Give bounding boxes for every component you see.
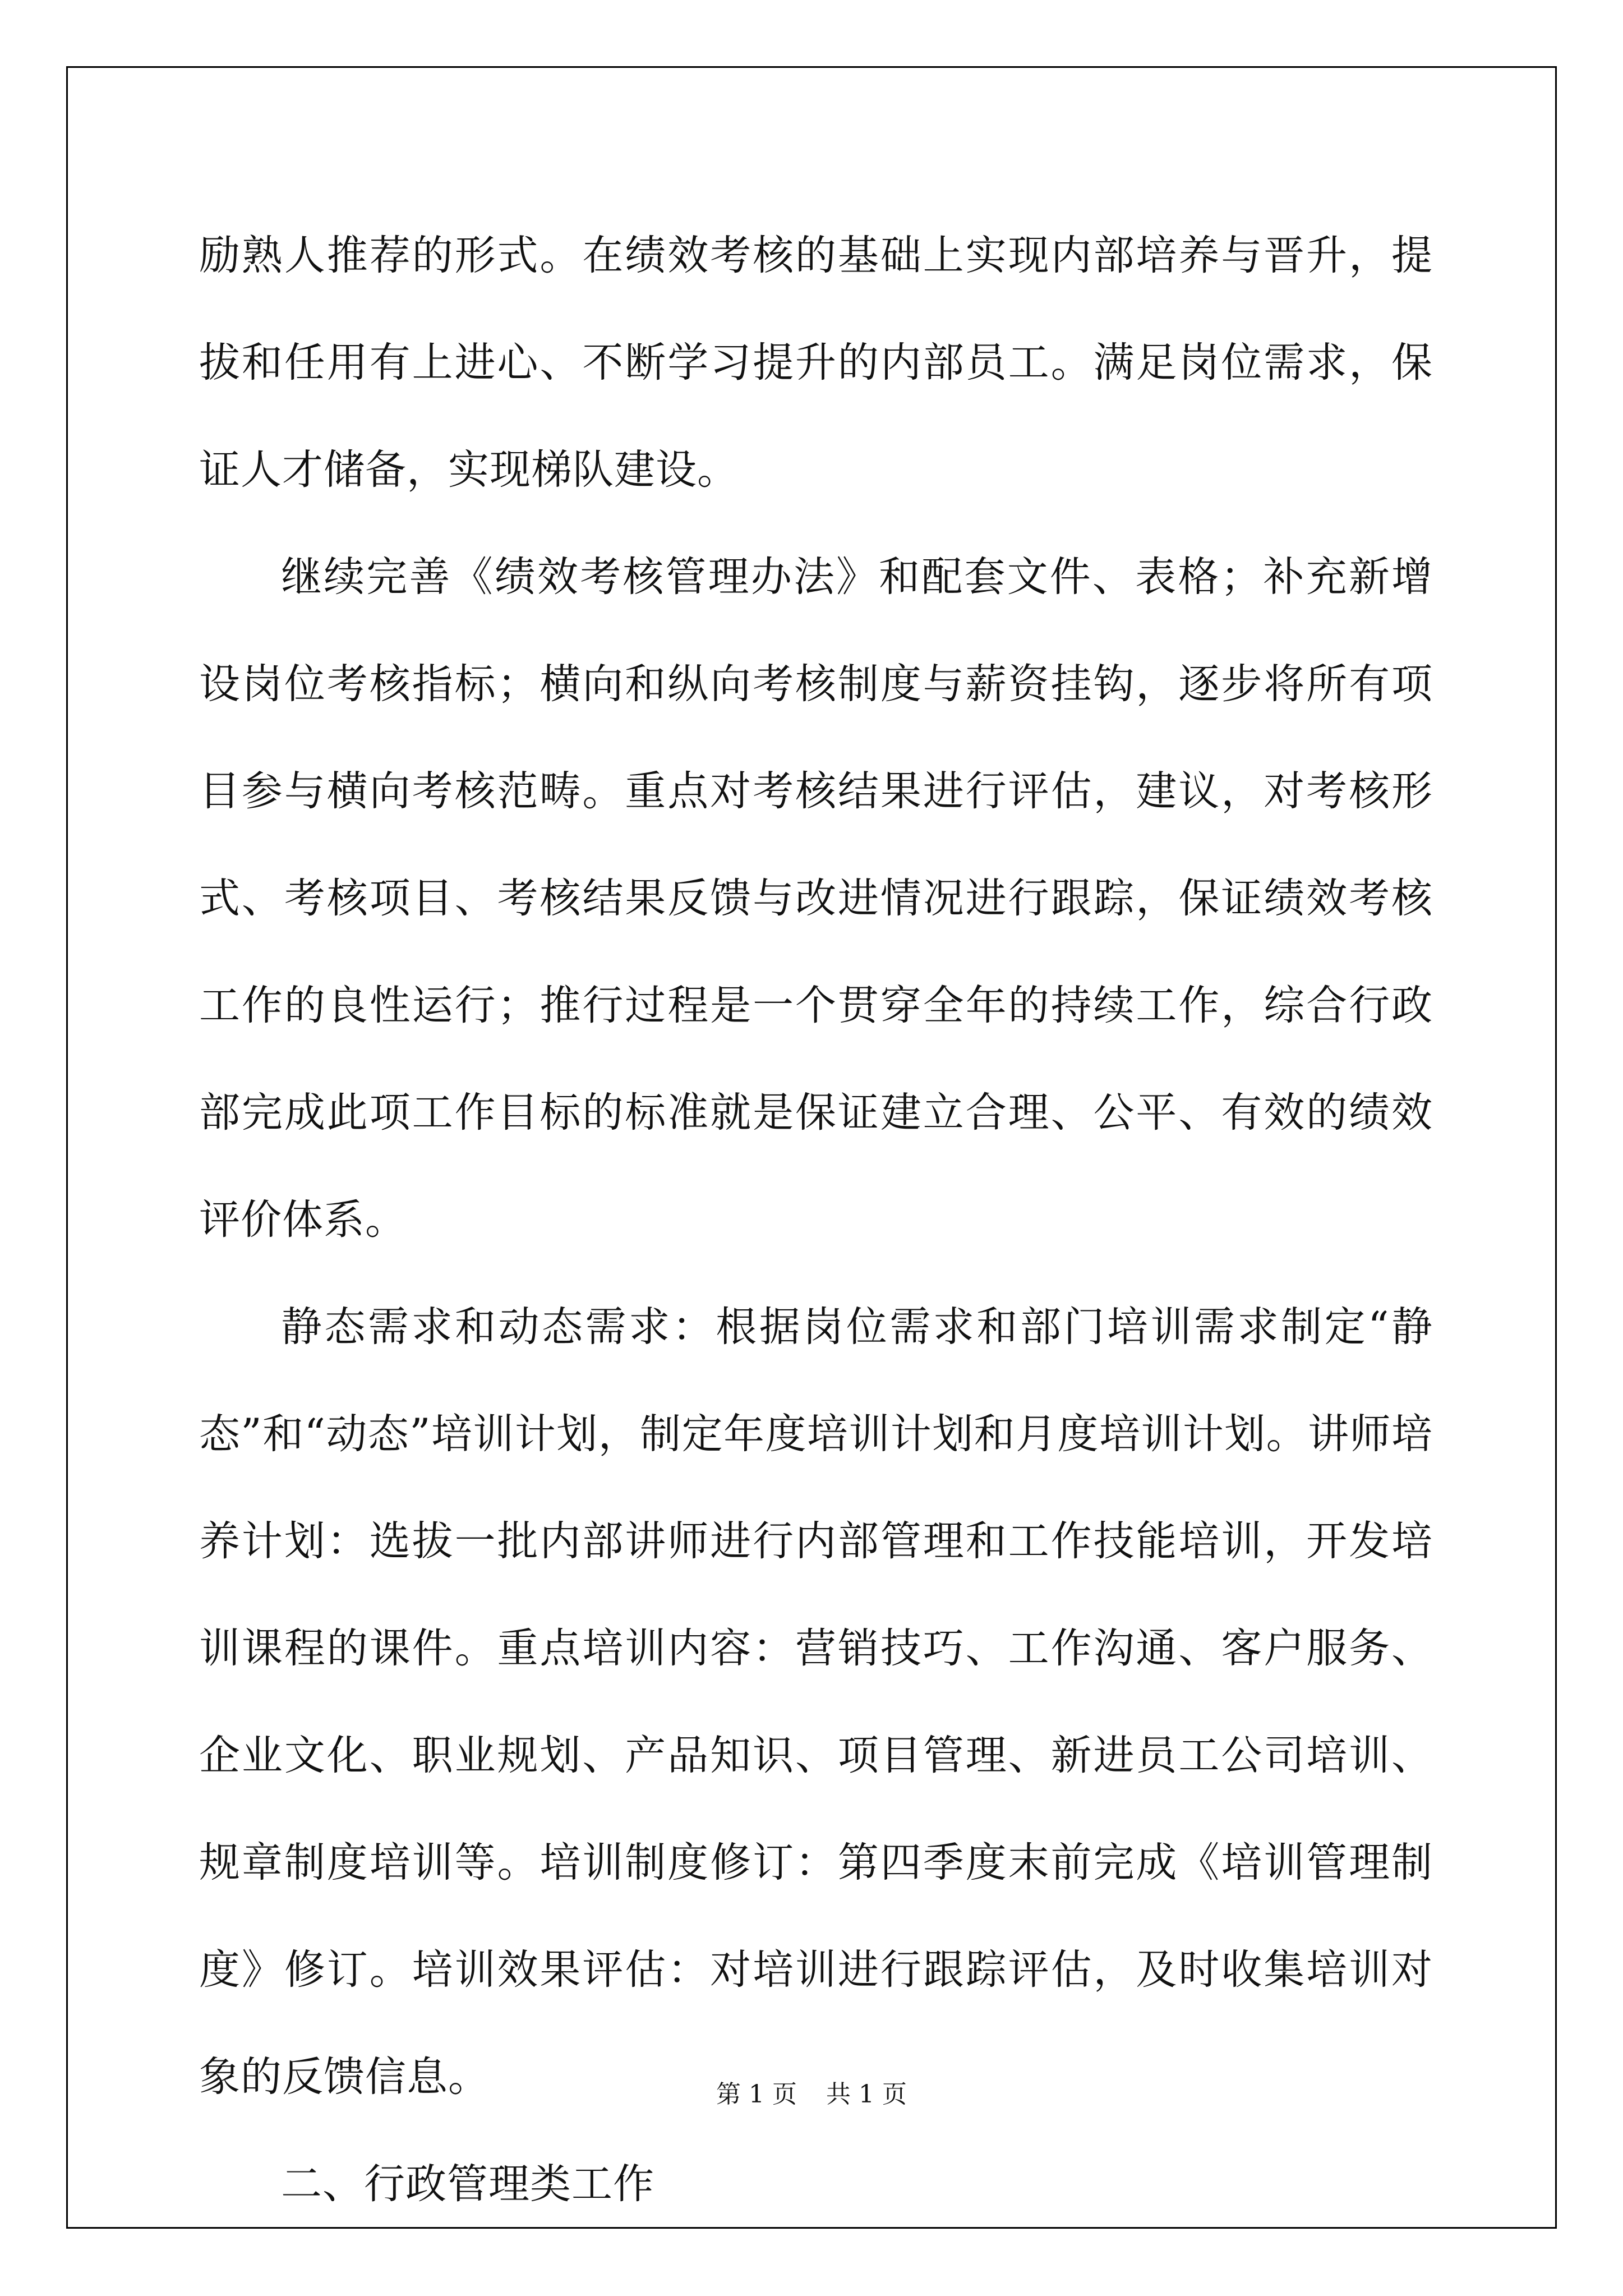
page-footer: [0, 2074, 1623, 2110]
paragraph-performance-appraisal: 继续完善《绩效考核管理办法》和配套文件、表格；补充新增设岗位考核指标；横向和纵向考核制度与薪资挂钩，逐步将所有项目参与横向考核范畴。重点对考核结果进行评估，建议，对考核形式、考核项目、考核结果反馈与改进情况进行跟踪，保证绩效考核工作的良性运行；推行过程是一个贯穿全年的持续工作，综合行政部完成此项工作目标的标准就是保证建立合理、公平、有效的绩效评价体系。: [199, 553, 1433, 1244]
section-heading-admin: 二、行政管理类工作: [281, 2160, 654, 2208]
paragraph-talent-reserve: 励熟人推荐的形式。在绩效考核的基础上实现内部培养与晋升，提拔和任用有上进心、不断学习提升的内部员工。满足岗位需求，保证人才储备，实现梯队建设。: [199, 232, 1433, 494]
paragraph-training-plan: 静态需求和动态需求：根据岗位需求和部门培训需求制定“静态”和“动态”培训计划，制定年度培训计划和月度培训计划。讲师培养计划：选拔一批内部讲师进行内部管理和工作技能培训，开发培训课程的课件。重点培训内容：营销技巧、工作沟通、客户服务、企业文化、职业规划、产品知识、项目管理、新进员工公司培训、规章制度培训等。培训制度修订：第四季度末前完成《培训管理制度》修订。培训效果评估：对培训进行跟踪评估，及时收集培训对象的反馈信息。: [199, 1303, 1433, 2101]
page-total: 共 1 页: [826, 2080, 907, 2109]
page-number: 第 1 页: [716, 2080, 797, 2109]
document-body: [199, 202, 1433, 2238]
